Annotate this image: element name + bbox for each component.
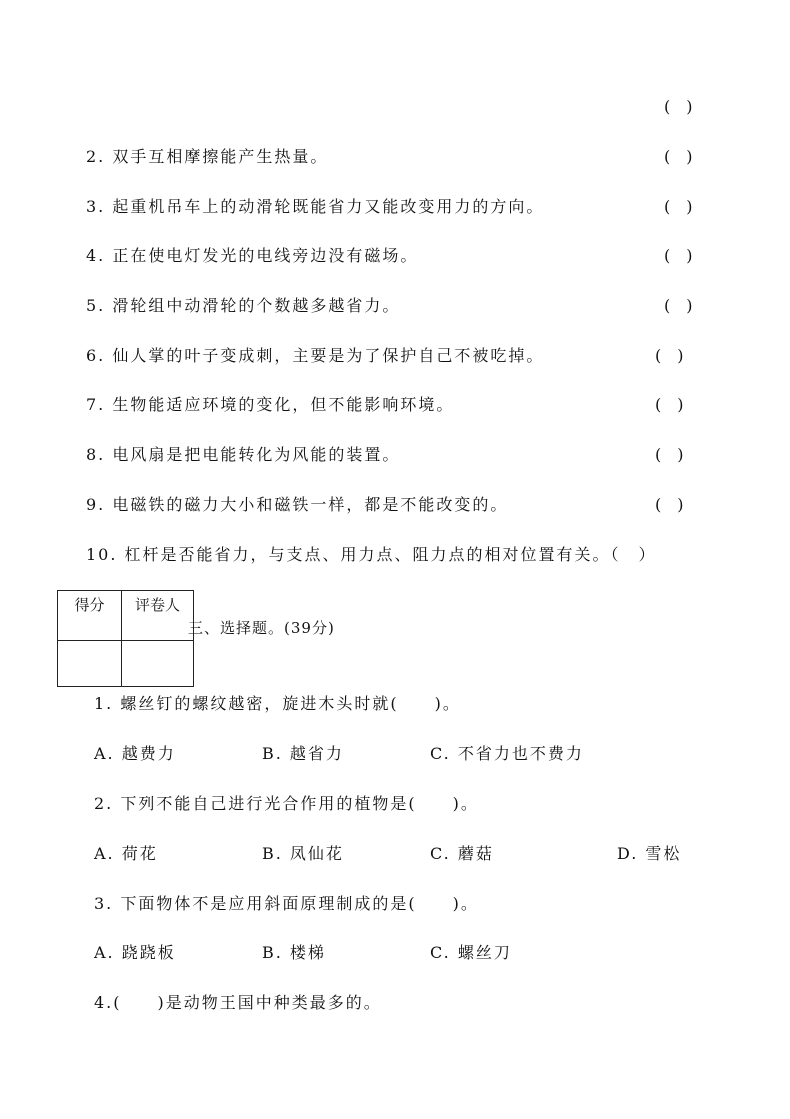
choice-question-4: 4.( )是动物王国中种类最多的。 (94, 993, 382, 1012)
grader-cell[interactable] (122, 641, 194, 687)
question-10: 10. 杠杆是否能省力，与支点、用力点、阻力点的相对位置有关。（ ） (86, 545, 657, 564)
choice-question-3: 3. 下面物体不是应用斜面原理制成的是( )。 (94, 894, 479, 913)
option-a: A. 越费力 (94, 744, 176, 763)
question-5: 5. 滑轮组中动滑轮的个数越多越省力。 (86, 296, 401, 315)
choice-question-1: 1. 螺丝钉的螺纹越密，旋进木头时就( )。 (94, 694, 461, 713)
answer-paren: ( ) (664, 97, 693, 116)
option-a: A. 荷花 (94, 844, 158, 863)
section-title: 三、选择题。(39分) (188, 619, 335, 637)
answer-paren: ( ) (664, 197, 693, 216)
answer-paren: ( ) (655, 346, 684, 365)
choice-question-2: 2. 下列不能自己进行光合作用的植物是( )。 (94, 794, 479, 813)
answer-paren: ( ) (655, 445, 684, 464)
question-8: 8. 电风扇是把电能转化为风能的装置。 (86, 445, 401, 464)
grader-header: 评卷人 (122, 591, 194, 641)
answer-paren: ( ) (655, 395, 684, 414)
question-9: 9. 电磁铁的磁力大小和磁铁一样，都是不能改变的。 (86, 495, 509, 514)
answer-paren: ( ) (664, 296, 693, 315)
question-7: 7. 生物能适应环境的变化，但不能影响环境。 (86, 395, 455, 414)
question-2: 2. 双手互相摩擦能产生热量。 (86, 147, 329, 166)
option-b: B. 楼梯 (262, 943, 326, 962)
question-3: 3. 起重机吊车上的动滑轮既能省力又能改变用力的方向。 (86, 197, 545, 216)
answer-paren: ( ) (655, 495, 684, 514)
question-6: 6. 仙人掌的叶子变成刺，主要是为了保护自己不被吃掉。 (86, 346, 545, 365)
option-c: C. 蘑菇 (430, 844, 494, 863)
score-cell[interactable] (58, 641, 122, 687)
option-b: B. 越省力 (262, 744, 344, 763)
option-a: A. 跷跷板 (94, 943, 176, 962)
option-c: C. 不省力也不费力 (430, 744, 584, 763)
question-4: 4. 正在使电灯发光的电线旁边没有磁场。 (86, 246, 419, 265)
score-table (57, 590, 194, 687)
answer-paren: ( ) (664, 147, 693, 166)
answer-paren: ( ) (664, 246, 693, 265)
option-d: D. 雪松 (617, 844, 682, 863)
score-header: 得分 (58, 591, 122, 641)
option-c: C. 螺丝刀 (430, 943, 512, 962)
option-b: B. 凤仙花 (262, 844, 344, 863)
